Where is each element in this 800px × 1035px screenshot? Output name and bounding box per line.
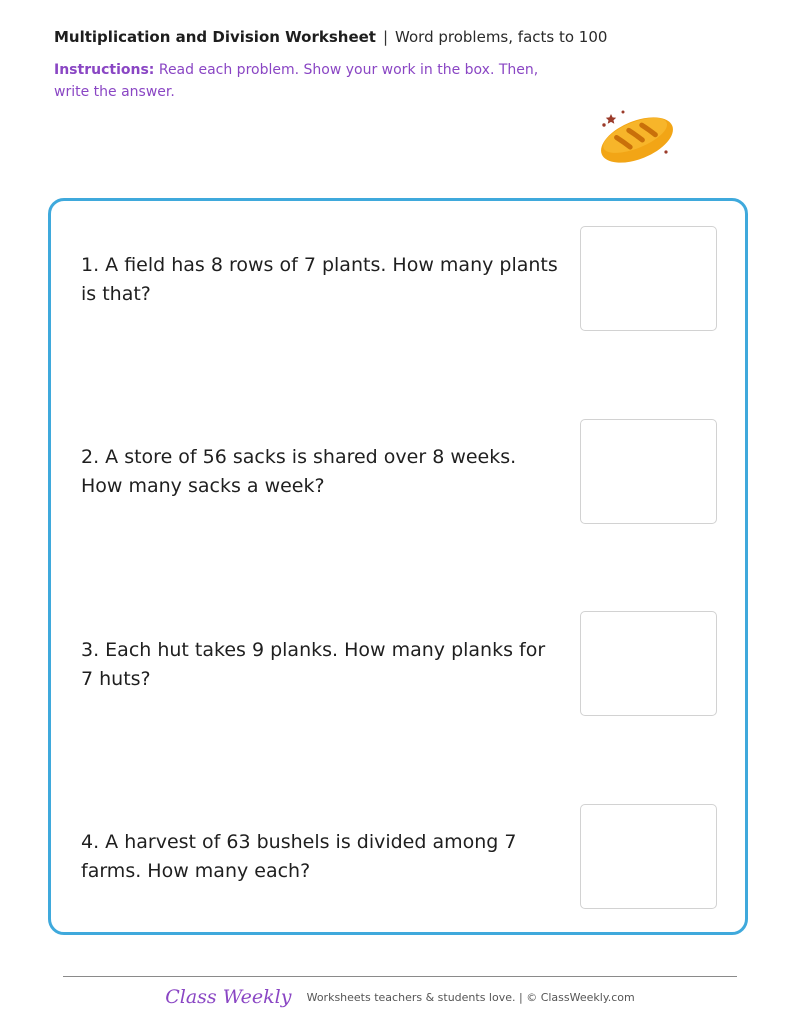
problem-4: 4. A harvest of 63 bushels is divided among 7 farms. How many each? [81, 831, 517, 882]
answer-box-3[interactable] [580, 611, 717, 716]
worksheet-title: Multiplication and Division Worksheet [54, 28, 376, 46]
footer-divider [63, 976, 737, 977]
problem-2: 2. A store of 56 sacks is shared over 8 weeks. How many sacks a week? [81, 446, 517, 497]
answer-box-1[interactable] [580, 226, 717, 331]
answer-box-4[interactable] [580, 804, 717, 909]
answer-box-2[interactable] [580, 419, 717, 524]
problem-3: 3. Each hut takes 9 planks. How many planks for 7 huts? [81, 639, 546, 690]
instructions-text: Read each problem. Show your work in the box. Then, write the answer. [54, 62, 539, 100]
bread-icon [592, 104, 678, 170]
instructions [54, 59, 554, 103]
problem-1: 1. A field has 8 rows of 7 plants. How many plants is that? [81, 254, 558, 305]
instructions-label: Instructions: [54, 62, 155, 78]
worksheet-header [54, 27, 607, 47]
brand-logo: Class Weekly [165, 986, 292, 1008]
footer-tagline: Worksheets teachers & students love. | © ClassWeekly.com [306, 990, 635, 1004]
worksheet-subtitle: Word problems, facts to 100 [395, 28, 608, 46]
header-separator: | [382, 28, 389, 46]
footer [0, 986, 800, 1008]
